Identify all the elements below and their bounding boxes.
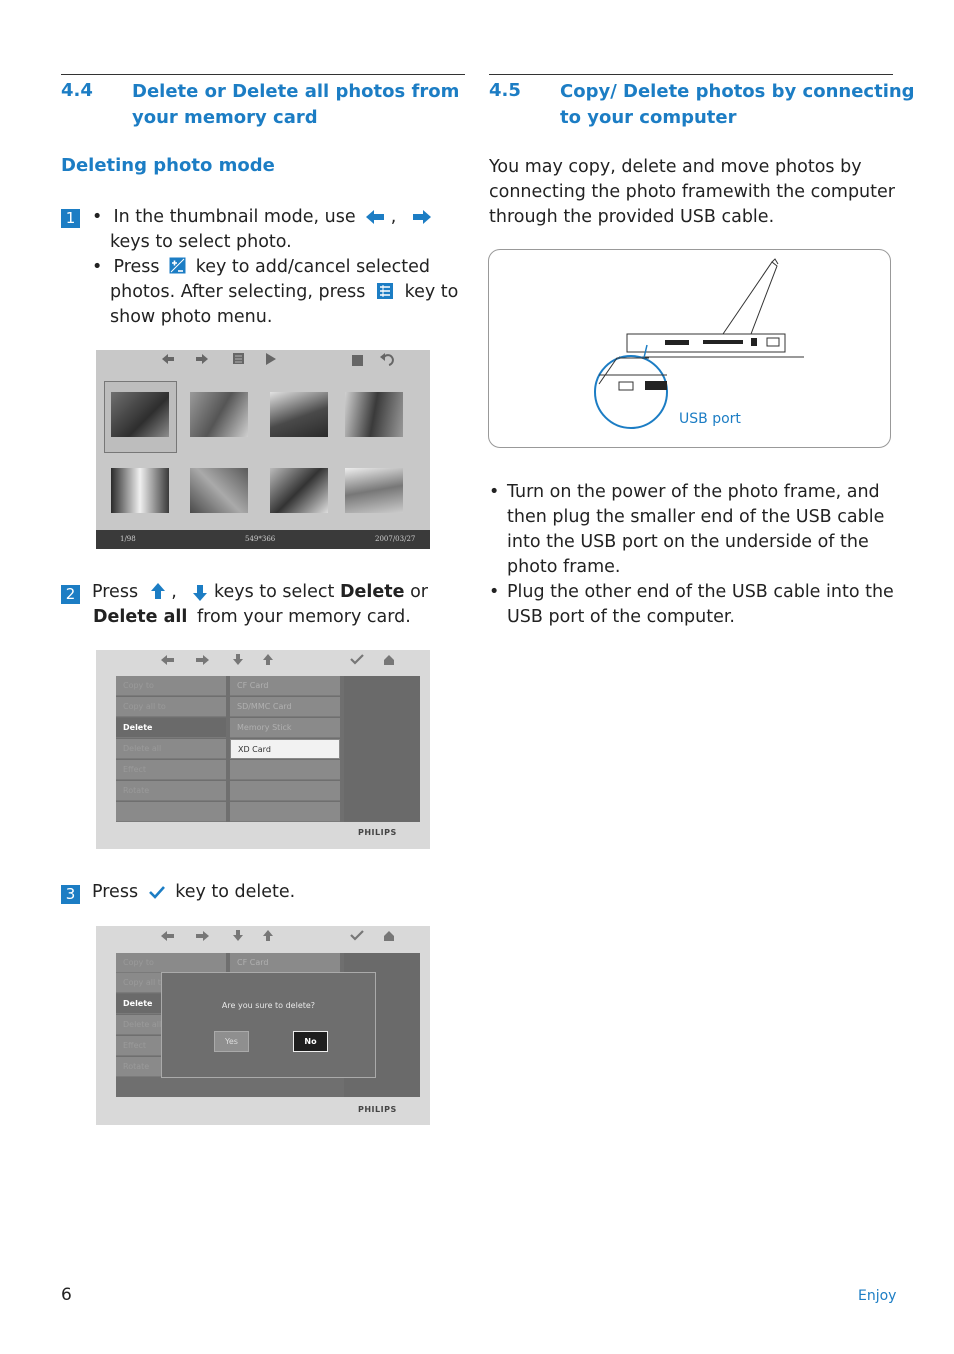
delete-menu-screen — [96, 650, 430, 849]
section-number: 4.4 — [61, 80, 93, 101]
thumbnail[interactable] — [111, 392, 169, 437]
from-memory-text: from your memory card. — [196, 607, 411, 627]
step1-bullet2-end: show photo menu. — [110, 307, 273, 327]
card-item-empty — [230, 802, 340, 822]
card-item-xd[interactable]: XD Card — [230, 739, 340, 759]
section-title — [560, 79, 915, 131]
section-title-line2: your memory card — [132, 107, 318, 128]
up-arrow-icon — [150, 582, 166, 600]
step3-line — [92, 880, 295, 905]
bullet-line: Turn on the power of the photo frame, and — [507, 482, 880, 502]
bullet-line: Plug the other end of the USB cable into the — [507, 582, 894, 602]
section-title — [132, 79, 459, 131]
usb-illustration-box — [488, 249, 891, 448]
status-resolution: 549*366 — [245, 535, 276, 543]
step1-bullet2-cont — [110, 280, 458, 305]
status-bar — [96, 530, 430, 549]
status-date: 2007/03/27 — [375, 535, 416, 543]
menu-item-copy-to[interactable]: Copy to — [116, 953, 226, 973]
list-item — [489, 480, 894, 580]
step1-bullet2-cont-text: photos. After selecting, press — [110, 282, 366, 302]
philips-logo: PHILIPS — [358, 1105, 397, 1114]
card-item-empty — [230, 760, 340, 780]
down-arrow-icon — [192, 584, 208, 602]
section-number: 4.5 — [489, 80, 521, 101]
bullet-dot: • — [489, 482, 500, 502]
screen1-toolbar — [96, 350, 430, 370]
page-number: 6 — [61, 1285, 72, 1305]
checkmark-icon — [148, 884, 166, 900]
menu-item-delete-all[interactable]: Delete all — [116, 1015, 226, 1035]
menu-item-copy-all-to[interactable]: Copy all t — [116, 973, 226, 993]
step1-bullet1 — [92, 205, 432, 230]
thumbnail[interactable] — [345, 392, 403, 437]
step1-bullet1-cont: keys to select photo. — [110, 232, 292, 252]
preview-pane — [344, 676, 420, 822]
philips-logo: PHILIPS — [358, 828, 397, 837]
press-text: Press — [92, 582, 139, 602]
step-number-2: 2 — [61, 585, 80, 604]
menu-item-rotate[interactable]: Rotate — [116, 1057, 226, 1077]
subheading: Deleting photo mode — [61, 155, 275, 176]
menu-column — [116, 676, 226, 822]
usb-port-label: USB port — [679, 411, 741, 427]
right-arrow-icon — [412, 209, 432, 225]
intro-line: connecting the photo framewith the computer — [489, 182, 895, 202]
or-text: or — [410, 582, 428, 602]
delete-bold: Delete — [339, 582, 405, 602]
bullet-text — [489, 480, 894, 580]
thumbnail[interactable] — [345, 468, 403, 513]
confirm-delete-screen — [96, 926, 430, 1125]
menu-panel — [116, 953, 420, 1097]
menu-item-copy-to[interactable]: Copy to — [116, 676, 226, 696]
bullet-text — [489, 580, 894, 630]
footer-section-name: Enjoy — [858, 1288, 897, 1304]
bullet-line: USB port of the computer. — [507, 607, 735, 627]
card-column — [230, 676, 340, 822]
menu-item-effect[interactable]: Effect — [116, 1036, 226, 1056]
yes-button[interactable]: Yes — [214, 1031, 249, 1052]
menu-item-copy-all-to[interactable]: Copy all to — [116, 697, 226, 717]
menu-item-rotate[interactable]: Rotate — [116, 781, 226, 801]
intro-line: through the provided USB cable. — [489, 207, 775, 227]
section-title-line1: Copy/ Delete photos by connecting — [560, 81, 915, 102]
menu-item-effect[interactable]: Effect — [116, 760, 226, 780]
select-plusminus-icon — [169, 257, 186, 274]
comma: , — [171, 582, 177, 602]
step-number-3: 3 — [61, 885, 80, 904]
intro-line: You may copy, delete and move photos by — [489, 157, 862, 177]
bullet-line: into the USB port on the underside of the — [507, 532, 869, 552]
thumbnail-screen — [96, 350, 430, 549]
card-item-sd-mmc[interactable]: SD/MMC Card — [230, 697, 340, 717]
comma: , — [390, 207, 397, 227]
thumbnail[interactable] — [270, 392, 328, 437]
thumbnail[interactable] — [190, 392, 248, 437]
left-arrow-icon — [365, 209, 385, 225]
delete-all-bold: Delete all — [93, 607, 188, 627]
section-title-line1: Delete or Delete all photos from — [132, 81, 460, 102]
card-item-cf[interactable]: CF Card — [230, 953, 340, 973]
step2-line1 — [92, 580, 428, 605]
bullet-dot: • — [489, 582, 500, 602]
menu-icon — [377, 283, 393, 299]
screen2-toolbar — [96, 650, 430, 672]
card-item-memory-stick[interactable]: Memory Stick — [230, 718, 340, 738]
menu-item-empty — [116, 802, 226, 822]
screen3-toolbar — [96, 926, 430, 948]
bullet-line: then plug the smaller end of the USB cable — [507, 507, 885, 527]
menu-item-delete[interactable]: Delete — [116, 718, 226, 738]
press-text: Press — [113, 257, 160, 277]
step1-bullet2-text: key to add/cancel selected — [195, 257, 430, 277]
no-button[interactable]: No — [293, 1031, 328, 1052]
key-to-text: key to — [404, 282, 459, 302]
bullet-dot: • — [92, 257, 103, 277]
bullet-list — [489, 480, 894, 630]
thumbnail[interactable] — [190, 468, 248, 513]
keys-to-select-text: keys to select — [213, 582, 335, 602]
press-text: Press — [92, 882, 139, 902]
dialog-message: Are you sure to delete? — [221, 1001, 316, 1010]
step1-bullet1-text: In the thumbnail mode, use — [113, 207, 356, 227]
section-rule-right — [489, 74, 893, 75]
card-item-cf[interactable]: CF Card — [230, 676, 340, 696]
thumbnail[interactable] — [111, 468, 169, 513]
confirm-dialog — [161, 972, 376, 1078]
step2-line2 — [93, 605, 411, 630]
intro-paragraph — [489, 155, 895, 230]
section-rule-left — [61, 74, 465, 75]
status-index: 1/98 — [120, 535, 136, 543]
thumbnail[interactable] — [270, 468, 328, 513]
section-title-line2: to your computer — [560, 107, 737, 128]
step-number-1: 1 — [61, 209, 80, 228]
list-item — [489, 580, 894, 630]
menu-item-delete-all[interactable]: Delete all — [116, 739, 226, 759]
key-to-delete-text: key to delete. — [175, 882, 296, 902]
menu-panel — [116, 676, 420, 822]
card-item-empty — [230, 781, 340, 801]
bullet-dot: • — [92, 207, 103, 227]
bullet-line: photo frame. — [507, 557, 621, 577]
menu-item-delete[interactable]: Delete — [116, 994, 226, 1014]
step1-bullet2 — [92, 255, 430, 280]
